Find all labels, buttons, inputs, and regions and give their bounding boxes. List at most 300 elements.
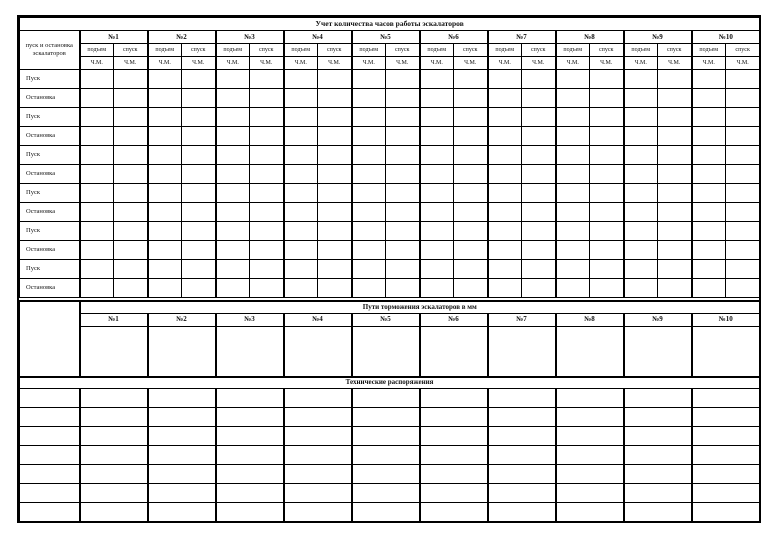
entry-cell[interactable] <box>590 127 624 146</box>
entry-cell[interactable] <box>318 70 352 89</box>
entry-cell[interactable] <box>386 70 420 89</box>
entry-cell[interactable] <box>216 127 250 146</box>
entry-cell[interactable] <box>454 89 488 108</box>
instruction-cell[interactable] <box>692 426 760 445</box>
instruction-cell[interactable] <box>352 445 420 464</box>
entry-cell[interactable] <box>556 203 590 222</box>
entry-cell[interactable] <box>148 146 182 165</box>
entry-cell[interactable] <box>80 108 114 127</box>
instruction-cell[interactable] <box>624 388 692 407</box>
instruction-cell[interactable] <box>148 407 216 426</box>
entry-cell[interactable] <box>726 146 760 165</box>
instruction-cell[interactable] <box>624 445 692 464</box>
entry-cell[interactable] <box>556 279 590 298</box>
instruction-cell[interactable] <box>216 426 284 445</box>
instruction-cell[interactable] <box>148 426 216 445</box>
entry-cell[interactable] <box>420 146 454 165</box>
entry-cell[interactable] <box>284 222 318 241</box>
braking-value-cell[interactable] <box>556 326 624 376</box>
instruction-cell[interactable] <box>80 502 148 521</box>
entry-cell[interactable] <box>624 89 658 108</box>
instruction-cell[interactable] <box>80 464 148 483</box>
instruction-cell[interactable] <box>556 426 624 445</box>
entry-cell[interactable] <box>182 108 216 127</box>
entry-cell[interactable] <box>284 127 318 146</box>
entry-cell[interactable] <box>114 146 148 165</box>
entry-cell[interactable] <box>590 260 624 279</box>
entry-cell[interactable] <box>148 203 182 222</box>
entry-cell[interactable] <box>80 146 114 165</box>
entry-cell[interactable] <box>454 127 488 146</box>
entry-cell[interactable] <box>148 184 182 203</box>
entry-cell[interactable] <box>590 165 624 184</box>
instruction-cell[interactable] <box>284 502 352 521</box>
instruction-cell[interactable] <box>20 464 80 483</box>
entry-cell[interactable] <box>250 146 284 165</box>
entry-cell[interactable] <box>522 89 556 108</box>
entry-cell[interactable] <box>522 127 556 146</box>
instruction-cell[interactable] <box>80 388 148 407</box>
entry-cell[interactable] <box>556 89 590 108</box>
entry-cell[interactable] <box>80 184 114 203</box>
entry-cell[interactable] <box>284 108 318 127</box>
entry-cell[interactable] <box>522 146 556 165</box>
entry-cell[interactable] <box>454 260 488 279</box>
entry-cell[interactable] <box>726 108 760 127</box>
braking-value-cell[interactable] <box>692 326 760 376</box>
entry-cell[interactable] <box>182 70 216 89</box>
instruction-cell[interactable] <box>420 502 488 521</box>
instruction-cell[interactable] <box>692 388 760 407</box>
entry-cell[interactable] <box>556 260 590 279</box>
entry-cell[interactable] <box>420 165 454 184</box>
entry-cell[interactable] <box>318 108 352 127</box>
entry-cell[interactable] <box>284 89 318 108</box>
instruction-cell[interactable] <box>488 426 556 445</box>
entry-cell[interactable] <box>216 222 250 241</box>
entry-cell[interactable] <box>488 184 522 203</box>
entry-cell[interactable] <box>284 260 318 279</box>
entry-cell[interactable] <box>726 279 760 298</box>
entry-cell[interactable] <box>250 203 284 222</box>
entry-cell[interactable] <box>420 241 454 260</box>
entry-cell[interactable] <box>80 241 114 260</box>
entry-cell[interactable] <box>114 89 148 108</box>
braking-value-cell[interactable] <box>284 326 352 376</box>
entry-cell[interactable] <box>454 241 488 260</box>
entry-cell[interactable] <box>624 70 658 89</box>
instruction-cell[interactable] <box>420 445 488 464</box>
entry-cell[interactable] <box>420 108 454 127</box>
entry-cell[interactable] <box>148 279 182 298</box>
entry-cell[interactable] <box>488 222 522 241</box>
entry-cell[interactable] <box>250 108 284 127</box>
entry-cell[interactable] <box>148 70 182 89</box>
entry-cell[interactable] <box>488 70 522 89</box>
entry-cell[interactable] <box>624 260 658 279</box>
instruction-cell[interactable] <box>148 445 216 464</box>
entry-cell[interactable] <box>386 241 420 260</box>
instruction-cell[interactable] <box>420 483 488 502</box>
entry-cell[interactable] <box>284 70 318 89</box>
entry-cell[interactable] <box>250 70 284 89</box>
entry-cell[interactable] <box>556 70 590 89</box>
entry-cell[interactable] <box>522 70 556 89</box>
instruction-cell[interactable] <box>692 483 760 502</box>
entry-cell[interactable] <box>386 260 420 279</box>
entry-cell[interactable] <box>386 279 420 298</box>
entry-cell[interactable] <box>216 241 250 260</box>
entry-cell[interactable] <box>726 203 760 222</box>
entry-cell[interactable] <box>182 241 216 260</box>
entry-cell[interactable] <box>420 279 454 298</box>
entry-cell[interactable] <box>284 279 318 298</box>
entry-cell[interactable] <box>250 279 284 298</box>
entry-cell[interactable] <box>114 203 148 222</box>
entry-cell[interactable] <box>590 146 624 165</box>
entry-cell[interactable] <box>148 165 182 184</box>
entry-cell[interactable] <box>318 184 352 203</box>
instruction-cell[interactable] <box>488 407 556 426</box>
entry-cell[interactable] <box>726 89 760 108</box>
entry-cell[interactable] <box>318 203 352 222</box>
entry-cell[interactable] <box>454 165 488 184</box>
instruction-cell[interactable] <box>488 483 556 502</box>
entry-cell[interactable] <box>658 108 692 127</box>
entry-cell[interactable] <box>148 127 182 146</box>
entry-cell[interactable] <box>318 127 352 146</box>
entry-cell[interactable] <box>420 89 454 108</box>
entry-cell[interactable] <box>352 260 386 279</box>
entry-cell[interactable] <box>318 279 352 298</box>
entry-cell[interactable] <box>726 241 760 260</box>
entry-cell[interactable] <box>556 146 590 165</box>
entry-cell[interactable] <box>114 260 148 279</box>
instruction-cell[interactable] <box>216 407 284 426</box>
entry-cell[interactable] <box>556 165 590 184</box>
entry-cell[interactable] <box>522 203 556 222</box>
instruction-cell[interactable] <box>692 464 760 483</box>
entry-cell[interactable] <box>386 184 420 203</box>
instruction-cell[interactable] <box>20 483 80 502</box>
entry-cell[interactable] <box>692 241 726 260</box>
entry-cell[interactable] <box>114 184 148 203</box>
entry-cell[interactable] <box>692 260 726 279</box>
instruction-cell[interactable] <box>488 502 556 521</box>
instruction-cell[interactable] <box>20 445 80 464</box>
entry-cell[interactable] <box>488 279 522 298</box>
entry-cell[interactable] <box>420 203 454 222</box>
instruction-cell[interactable] <box>20 407 80 426</box>
entry-cell[interactable] <box>182 127 216 146</box>
entry-cell[interactable] <box>318 222 352 241</box>
entry-cell[interactable] <box>352 127 386 146</box>
entry-cell[interactable] <box>352 222 386 241</box>
entry-cell[interactable] <box>352 146 386 165</box>
entry-cell[interactable] <box>386 127 420 146</box>
entry-cell[interactable] <box>420 70 454 89</box>
entry-cell[interactable] <box>216 146 250 165</box>
instruction-cell[interactable] <box>284 426 352 445</box>
instruction-cell[interactable] <box>80 483 148 502</box>
entry-cell[interactable] <box>556 222 590 241</box>
entry-cell[interactable] <box>454 108 488 127</box>
entry-cell[interactable] <box>556 184 590 203</box>
entry-cell[interactable] <box>658 165 692 184</box>
instruction-cell[interactable] <box>148 502 216 521</box>
entry-cell[interactable] <box>216 260 250 279</box>
entry-cell[interactable] <box>522 260 556 279</box>
entry-cell[interactable] <box>148 260 182 279</box>
instruction-cell[interactable] <box>284 464 352 483</box>
instruction-cell[interactable] <box>692 407 760 426</box>
instruction-cell[interactable] <box>216 464 284 483</box>
entry-cell[interactable] <box>250 260 284 279</box>
entry-cell[interactable] <box>182 165 216 184</box>
entry-cell[interactable] <box>318 165 352 184</box>
entry-cell[interactable] <box>454 146 488 165</box>
entry-cell[interactable] <box>522 108 556 127</box>
entry-cell[interactable] <box>420 260 454 279</box>
entry-cell[interactable] <box>658 279 692 298</box>
entry-cell[interactable] <box>284 184 318 203</box>
entry-cell[interactable] <box>590 108 624 127</box>
entry-cell[interactable] <box>318 146 352 165</box>
entry-cell[interactable] <box>556 108 590 127</box>
entry-cell[interactable] <box>318 241 352 260</box>
entry-cell[interactable] <box>250 222 284 241</box>
entry-cell[interactable] <box>318 260 352 279</box>
instruction-cell[interactable] <box>148 388 216 407</box>
entry-cell[interactable] <box>114 279 148 298</box>
entry-cell[interactable] <box>352 184 386 203</box>
instruction-cell[interactable] <box>556 464 624 483</box>
entry-cell[interactable] <box>352 203 386 222</box>
entry-cell[interactable] <box>454 203 488 222</box>
entry-cell[interactable] <box>590 89 624 108</box>
entry-cell[interactable] <box>80 89 114 108</box>
instruction-cell[interactable] <box>420 388 488 407</box>
entry-cell[interactable] <box>148 241 182 260</box>
entry-cell[interactable] <box>658 222 692 241</box>
instruction-cell[interactable] <box>624 502 692 521</box>
instruction-cell[interactable] <box>284 445 352 464</box>
entry-cell[interactable] <box>318 89 352 108</box>
entry-cell[interactable] <box>148 108 182 127</box>
entry-cell[interactable] <box>624 127 658 146</box>
entry-cell[interactable] <box>284 241 318 260</box>
entry-cell[interactable] <box>216 70 250 89</box>
instruction-cell[interactable] <box>284 483 352 502</box>
instruction-cell[interactable] <box>284 407 352 426</box>
instruction-cell[interactable] <box>216 388 284 407</box>
entry-cell[interactable] <box>182 146 216 165</box>
braking-value-cell[interactable] <box>352 326 420 376</box>
instruction-cell[interactable] <box>352 502 420 521</box>
entry-cell[interactable] <box>658 203 692 222</box>
entry-cell[interactable] <box>488 203 522 222</box>
entry-cell[interactable] <box>624 165 658 184</box>
entry-cell[interactable] <box>216 184 250 203</box>
instruction-cell[interactable] <box>80 407 148 426</box>
entry-cell[interactable] <box>182 184 216 203</box>
entry-cell[interactable] <box>148 89 182 108</box>
entry-cell[interactable] <box>726 260 760 279</box>
entry-cell[interactable] <box>216 279 250 298</box>
entry-cell[interactable] <box>114 241 148 260</box>
instruction-cell[interactable] <box>488 445 556 464</box>
entry-cell[interactable] <box>522 184 556 203</box>
entry-cell[interactable] <box>386 165 420 184</box>
entry-cell[interactable] <box>114 70 148 89</box>
entry-cell[interactable] <box>590 279 624 298</box>
instruction-cell[interactable] <box>624 483 692 502</box>
entry-cell[interactable] <box>114 222 148 241</box>
entry-cell[interactable] <box>114 127 148 146</box>
entry-cell[interactable] <box>658 184 692 203</box>
entry-cell[interactable] <box>114 108 148 127</box>
entry-cell[interactable] <box>692 70 726 89</box>
entry-cell[interactable] <box>692 146 726 165</box>
braking-value-cell[interactable] <box>624 326 692 376</box>
instruction-cell[interactable] <box>352 407 420 426</box>
entry-cell[interactable] <box>454 222 488 241</box>
entry-cell[interactable] <box>590 241 624 260</box>
entry-cell[interactable] <box>250 127 284 146</box>
instruction-cell[interactable] <box>624 407 692 426</box>
entry-cell[interactable] <box>658 127 692 146</box>
instruction-cell[interactable] <box>20 388 80 407</box>
entry-cell[interactable] <box>216 203 250 222</box>
entry-cell[interactable] <box>488 241 522 260</box>
entry-cell[interactable] <box>522 222 556 241</box>
entry-cell[interactable] <box>692 127 726 146</box>
entry-cell[interactable] <box>658 89 692 108</box>
instruction-cell[interactable] <box>420 464 488 483</box>
entry-cell[interactable] <box>420 184 454 203</box>
entry-cell[interactable] <box>624 108 658 127</box>
entry-cell[interactable] <box>386 203 420 222</box>
entry-cell[interactable] <box>352 165 386 184</box>
entry-cell[interactable] <box>590 184 624 203</box>
entry-cell[interactable] <box>182 279 216 298</box>
entry-cell[interactable] <box>658 70 692 89</box>
instruction-cell[interactable] <box>420 426 488 445</box>
entry-cell[interactable] <box>182 222 216 241</box>
entry-cell[interactable] <box>692 203 726 222</box>
entry-cell[interactable] <box>352 89 386 108</box>
entry-cell[interactable] <box>80 165 114 184</box>
instruction-cell[interactable] <box>692 502 760 521</box>
entry-cell[interactable] <box>420 127 454 146</box>
entry-cell[interactable] <box>488 146 522 165</box>
instruction-cell[interactable] <box>624 426 692 445</box>
entry-cell[interactable] <box>726 184 760 203</box>
entry-cell[interactable] <box>182 89 216 108</box>
entry-cell[interactable] <box>488 260 522 279</box>
entry-cell[interactable] <box>624 146 658 165</box>
entry-cell[interactable] <box>522 279 556 298</box>
entry-cell[interactable] <box>420 222 454 241</box>
entry-cell[interactable] <box>80 222 114 241</box>
braking-value-cell[interactable] <box>148 326 216 376</box>
instruction-cell[interactable] <box>420 407 488 426</box>
entry-cell[interactable] <box>386 222 420 241</box>
entry-cell[interactable] <box>216 108 250 127</box>
entry-cell[interactable] <box>352 279 386 298</box>
entry-cell[interactable] <box>590 222 624 241</box>
instruction-cell[interactable] <box>556 445 624 464</box>
instruction-cell[interactable] <box>284 388 352 407</box>
entry-cell[interactable] <box>692 89 726 108</box>
instruction-cell[interactable] <box>216 483 284 502</box>
entry-cell[interactable] <box>658 241 692 260</box>
entry-cell[interactable] <box>250 241 284 260</box>
entry-cell[interactable] <box>726 222 760 241</box>
entry-cell[interactable] <box>522 241 556 260</box>
entry-cell[interactable] <box>488 108 522 127</box>
entry-cell[interactable] <box>590 70 624 89</box>
entry-cell[interactable] <box>692 184 726 203</box>
entry-cell[interactable] <box>148 222 182 241</box>
entry-cell[interactable] <box>556 127 590 146</box>
instruction-cell[interactable] <box>80 426 148 445</box>
entry-cell[interactable] <box>590 203 624 222</box>
entry-cell[interactable] <box>80 260 114 279</box>
entry-cell[interactable] <box>114 165 148 184</box>
instruction-cell[interactable] <box>148 464 216 483</box>
entry-cell[interactable] <box>386 89 420 108</box>
braking-value-cell[interactable] <box>420 326 488 376</box>
braking-value-cell[interactable] <box>488 326 556 376</box>
instruction-cell[interactable] <box>488 464 556 483</box>
entry-cell[interactable] <box>726 165 760 184</box>
instruction-cell[interactable] <box>20 426 80 445</box>
instruction-cell[interactable] <box>352 483 420 502</box>
entry-cell[interactable] <box>352 70 386 89</box>
entry-cell[interactable] <box>386 108 420 127</box>
instruction-cell[interactable] <box>148 483 216 502</box>
instruction-cell[interactable] <box>692 445 760 464</box>
entry-cell[interactable] <box>454 279 488 298</box>
instruction-cell[interactable] <box>352 388 420 407</box>
entry-cell[interactable] <box>250 89 284 108</box>
entry-cell[interactable] <box>726 127 760 146</box>
instruction-cell[interactable] <box>216 445 284 464</box>
entry-cell[interactable] <box>624 222 658 241</box>
braking-value-cell[interactable] <box>80 326 148 376</box>
entry-cell[interactable] <box>692 222 726 241</box>
entry-cell[interactable] <box>284 146 318 165</box>
entry-cell[interactable] <box>488 127 522 146</box>
instruction-cell[interactable] <box>352 426 420 445</box>
instruction-cell[interactable] <box>488 388 556 407</box>
entry-cell[interactable] <box>658 260 692 279</box>
entry-cell[interactable] <box>624 279 658 298</box>
entry-cell[interactable] <box>556 241 590 260</box>
instruction-cell[interactable] <box>352 464 420 483</box>
instruction-cell[interactable] <box>556 502 624 521</box>
instruction-cell[interactable] <box>624 464 692 483</box>
entry-cell[interactable] <box>624 241 658 260</box>
entry-cell[interactable] <box>488 165 522 184</box>
braking-value-cell[interactable] <box>216 326 284 376</box>
entry-cell[interactable] <box>284 203 318 222</box>
entry-cell[interactable] <box>352 108 386 127</box>
entry-cell[interactable] <box>182 260 216 279</box>
entry-cell[interactable] <box>692 165 726 184</box>
instruction-cell[interactable] <box>80 445 148 464</box>
